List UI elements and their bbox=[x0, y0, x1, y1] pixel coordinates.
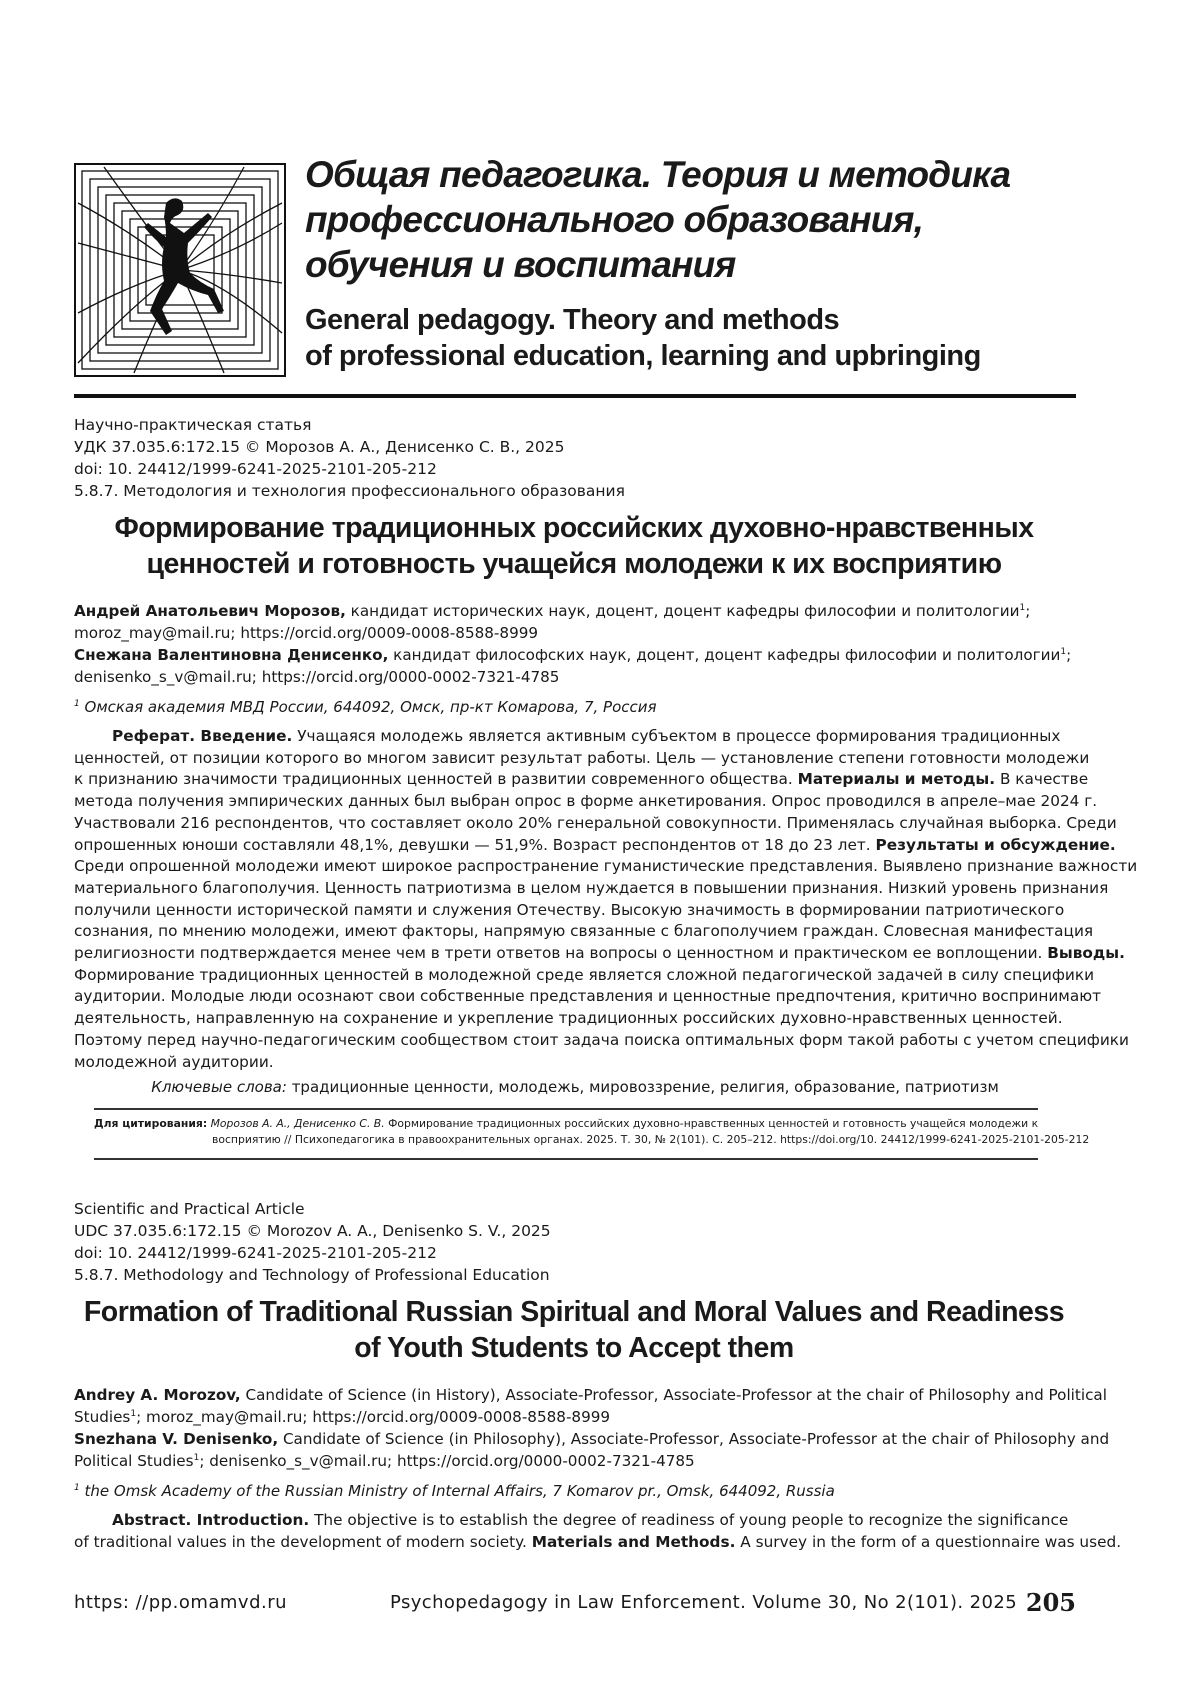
abstract-en: Abstract. Introduction. The objective is to establish the degree of readiness of young people to recognize the significance of traditional values in the development of modern society. Materials and Methods. A survey in the form of a questionnaire was used. bbox=[74, 1511, 1122, 1551]
section-title-ru: Общая педагогика. Теория и методика профессионального образования, обучения и воспитания bbox=[305, 154, 1011, 285]
keywords-ru: Ключевые слова: традиционные ценности, молодежь, мировоззрение, религия, образование, патриотизм bbox=[151, 1078, 999, 1096]
abstract-ru: Реферат. Введение. Учащаяся молодежь является активным субъектом в процессе формирования традиционных ценностей, от позиции которого во многом зависит результат работы. Цель — установление степени готовности молодежи к признанию значимости традиционных ценностей в развитии современного общества. Материалы и методы. В качестве метода получения эмпирических данных был выбран опрос в форме анкетирования. Опрос проводился в апреле–мае 2024 г. Участвовали 216 респондентов, что составляет около 20% генеральной совокупности. Применялась случайная выборка. Среди опрошенных юноши составляли 48,1%, девушки — 51,9%. Возраст респондентов от 18 до 23 лет. Результаты и обсуждение. Среди опрошенной молодежи имеют широкое распространение гуманистические представления. Выявлено признание важности материального благополучия. Ценность патриотизма в целом нуждается в повышении признания. Низкий уровень признания получили ценности исторической памяти и служения Отечеству. Высокую значимость в формировании патриотического сознания, по мнению молодежи, имеют факторы, напрямую связанные с благополучием граждан. Словесная манифестация религиозности подтверждается менее чем в трети ответов на вопросы о ценностном и практическом ее воплощении. Выводы. Формирование традиционных ценностей в молодежной среде является сложной педагогической задачей в силу специфики аудитории. Молодые люди осознают свои собственные представления и ценностные предпочтения, критично воспринимают деятельность, направленную на сохранение и укрепление традиционных российских духовно-нравственных ценностей. Поэтому перед научно-педагогическим сообществом стоит задача поиска оптимальных форм такой работы с учетом специфики молодежной аудитории. bbox=[74, 727, 1138, 1071]
citation-block: Для цитирования: Морозов А. А., Денисенко С. В. Формирование традиционных российских духовно-нравственных ценностей и готовность учащейся молодежи к восприятию // Психопедагогика в правоохранительных органах. 2025. Т. 30, № 2(101). С. 205–212. https://doi.org/10. 24412/1999-6241-2025-2101-205-212 bbox=[94, 1117, 1090, 1146]
journal-name: Psychopedagogy in Law Enforcement. Volume 30, No 2(101). 2025 bbox=[390, 1592, 1018, 1613]
affiliation-en: $^1$ the Omsk Academy of the Russian Ministry of Internal Affairs, 7 Komarov pr., Omsk, 644092, Russia bbox=[74, 1482, 835, 1500]
citation-rule bbox=[94, 1158, 1038, 1160]
affiliation-ru: $^1$ Омская академия МВД России, 644092, Омск, пр-кт Комарова, 7, Россия bbox=[74, 698, 657, 716]
article-meta-ru: Научно-практическая статья УДК 37.035.6:172.15 © Морозов А. А., Денисенко С. В., 2025 doi: 10. 24412/1999-6241-2025-2101-205-212 5.8.7. Методология и технология профессионального образования bbox=[74, 416, 625, 500]
authors-ru: Андрей Анатольевич Морозов, кандидат исторических наук, доцент, доцент кафедры философии и политологии$^1$; moroz_may@mail.ru; https://orcid.org/0009-0008-8588-8999 Снежана Валентиновна Денисенко, кандидат философских наук, доцент, доцент кафедры философии и политологии$^1$; denisenko_s_v@mail.ru; https://orcid.org/0000-0002-7321-4785 bbox=[74, 602, 1072, 686]
journal-section-logo bbox=[74, 163, 286, 377]
header-rule bbox=[74, 394, 1076, 398]
article-title-en: Formation of Traditional Russian Spiritual and Moral Values and Readiness of Youth Students to Accept them bbox=[83, 1296, 1065, 1364]
authors-en: Andrey A. Morozov, Candidate of Science (in History), Associate-Professor, Associate-Professor at the chair of Philosophy and Political Studies$^1$; moroz_may@mail.ru; https://orcid.org/0009-0008-8588-8999 Snezhana V. Denisenko, Candidate of Science (in Philosophy), Associate-Professor, Associate-Professor at the chair of Philosophy and Political Studies$^1$; denisenko_s_v@mail.ru; https://orcid.org/0000-0002-7321-4785 bbox=[74, 1386, 1110, 1470]
citation-rule bbox=[94, 1108, 1038, 1110]
journal-url[interactable]: https: //pp.omamvd.ru bbox=[74, 1592, 288, 1613]
article-meta-en: Scientific and Practical Article UDC 37.035.6:172.15 © Morozov A. A., Denisenko S. V., 2025 doi: 10. 24412/1999-6241-2025-2101-205-212 5.8.7. Methodology and Technology of Professional Education bbox=[74, 1200, 551, 1284]
section-title-en: General pedagogy. Theory and methods of professional education, learning and upbringing bbox=[305, 304, 981, 372]
article-title-ru: Формирование традиционных российских духовно-нравственных ценностей и готовность учащейся молодежи к их восприятию bbox=[114, 512, 1034, 580]
page-number: 205 bbox=[1025, 1588, 1076, 1617]
page-footer bbox=[74, 1588, 1076, 1622]
